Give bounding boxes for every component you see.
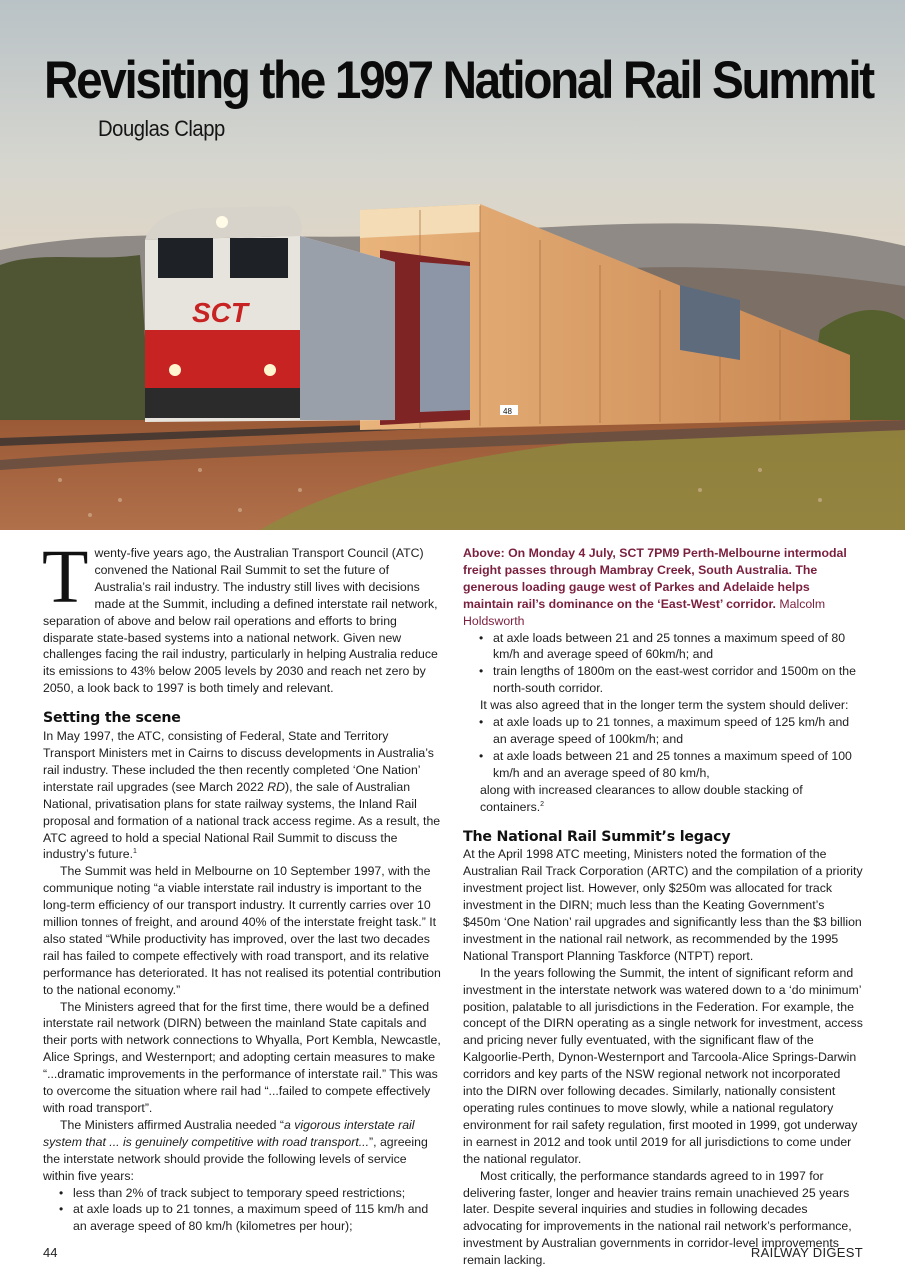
- clearances-line: along with increased clearances to allow double stacking of containers.$^2$: [480, 782, 803, 814]
- article-title: Revisiting the 1997 National Rail Summit: [44, 51, 873, 110]
- section1-paragraph-4: The Ministers affirmed Australia needed “a vigorous interstate rail system that ... is genuinely competitive with road transport...”, agreeing the interstate network should provide the following levels of service within five years:: [43, 1117, 428, 1183]
- longer-term-list: [463, 714, 863, 782]
- publication-name: RAILWAY DIGEST: [750, 1245, 863, 1260]
- service-levels-list: [43, 1185, 441, 1236]
- footnote-ref-1: 1: [133, 848, 137, 856]
- caption-text: On Monday 4 July, SCT 7PM9 Perth-Melbourne intermodal freight passes through Mambray Creek, South Australia. The generous loading gauge west of Parkes and Adelaide helps maintain rail’s dominance on the ‘East-West’ corridor.: [463, 546, 847, 611]
- intro-paragraph: [42, 535, 441, 697]
- section-heading-setting-the-scene: Setting the scene: [43, 710, 181, 727]
- intro-text: wenty-five years ago, the Australian Transport Council (ATC) convened the National Rail Summit to set the future of Australia’s rail industry. The industry still lives with decisions made at the Summit, including a defined interstate rail network, separation of above and below rail operations and efforts to bring disparate state-based systems into a national network. Given new challenges facing the rail industry, particularly in helping Australia reduce its emissions to 43% below 2005 levels by 2030 and reach net zero by 2050, a look back to 1997 is both timely and relevant.: [43, 546, 438, 696]
- list-item: • train lengths of 1800m on the east-west corridor and 1500m on the north-south corridor.: [463, 663, 863, 697]
- left-column: [42, 535, 441, 1235]
- drop-cap: T: [42, 535, 89, 619]
- loco-logo: SCT: [192, 297, 248, 328]
- five-year-list-continued: [463, 630, 863, 698]
- page-number: 44: [43, 1245, 58, 1260]
- hero-photo: [0, 0, 905, 530]
- list-item: • at axle loads up to 21 tonnes, a maximum speed of 125 km/h and an average speed of 100km/h; and: [463, 714, 863, 748]
- section-heading-legacy: The National Rail Summit’s legacy: [463, 828, 731, 845]
- list-item: • at axle loads up to 21 tonnes, a maximum speed of 115 km/h and an average speed of 80 km/h (kilometres per hour);: [43, 1201, 441, 1235]
- caption-label: Above:: [463, 546, 505, 560]
- section2-paragraph-2: In the years following the Summit, the intent of significant reform and investment in the interstate network was watered down to a ‘do minimum’ position, palatable to all jurisdictions in the Federation. For example, the concept of the DIRN operating as a single network for investment, access and pricing never fully eventuated, with the significant flaw of the Kalgoorlie-Perth, Dynon-Westernport and Tarcoola-Alice Springs-Darwin corridors and key parts of the NSW regional network not incorporated into the DIRN over following decades. Similarly, nationally consistent operating rules continues to move slowly, while a national regulatory environment for rail safety regulation, first mooted in 1999, got underway in earnest in 2012 and took until 2019 for all jurisdictions to come under the national regulator.: [463, 965, 863, 1166]
- list-item: • at axle loads between 21 and 25 tonnes a maximum speed of 100 km/h and an average speed of 80 km/h,: [463, 748, 863, 782]
- list-item: • less than 2% of track subject to temporary speed restrictions;: [43, 1185, 441, 1202]
- photo-credit: Malcolm Holdsworth: [463, 596, 826, 628]
- section1-paragraph-3: The Ministers agreed that for the first time, there would be a defined interstate rail network (DIRN) between the mainland State capitals and their ports with network connections to Whyalla, Port Kembla, Newcastle, Alice Springs, and Westernport; and adopting certain measures to make “...dramatic improvements in the performance of interstate rail.” This was to overcome the situation where rail had “...failed to compete effectively with road transport”.: [43, 999, 441, 1115]
- footnote-ref-2: 2: [540, 800, 545, 808]
- right-column: [463, 545, 863, 1269]
- section2-paragraph-3: Most critically, the performance standards agreed to in 1997 for delivering faster, longer and heavier trains remain unachieved 25 years later. Despite several inquiries and studies in following decades advocating for improvements in the national rail network’s performance, investment by Australian governments in corridor-level improvements remain lacking.: [463, 1168, 852, 1268]
- list-item: • at axle loads between 21 and 25 tonnes a maximum speed of 80 km/h and average speed of 60km/h; and: [463, 630, 863, 664]
- author-byline: Douglas Clapp: [98, 116, 225, 141]
- longer-term-intro: It was also agreed that in the longer term the system should deliver:: [480, 698, 849, 713]
- plate-number: 48: [503, 407, 512, 416]
- photo-caption: [463, 545, 863, 630]
- section1-paragraph-1: In May 1997, the ATC, consisting of Federal, State and Territory Transport Ministers met in Cairns to discuss developments in Australia’s rail industry. These included the then recently completed ‘One Nation’ interstate rail upgrades (see March 2022 RD), the sale of Australian National, privatisation plans for state railway systems, the Inland Rail proposal and formation of a national track access regime. As a result, the ATC agreed to hold a special National Rail Summit to discuss the industry’s future.$^1$: [43, 729, 441, 862]
- section1-paragraph-2: The Summit was held in Melbourne on 10 September 1997, with the communique noting “a viable interstate rail industry is important to the long-term efficiency of our transport industry. It currently carries over 10 million tonnes of freight, and around 40% of the interstate freight task.” It also stated “While productivity has improved, over the last two decades rail has failed to compete effectively with road transport, and its relative performance has deteriorated. It has not realised its potential contribution to the national economy.”: [43, 864, 441, 997]
- section2-paragraph-1: At the April 1998 ATC meeting, Ministers noted the formation of the Australian Rail Track Corporation (ARTC) and the compilation of a priority investment project list. However, only $250m was allocated for track investment in the DIRN; much less than the Keating Government’s $450m ‘One Nation’ rail upgrades and significantly less than the $3 billion investment in the national rail network, as recommended by the 1995 National Transport Planning Taskforce (NTPT) report.: [463, 847, 863, 963]
